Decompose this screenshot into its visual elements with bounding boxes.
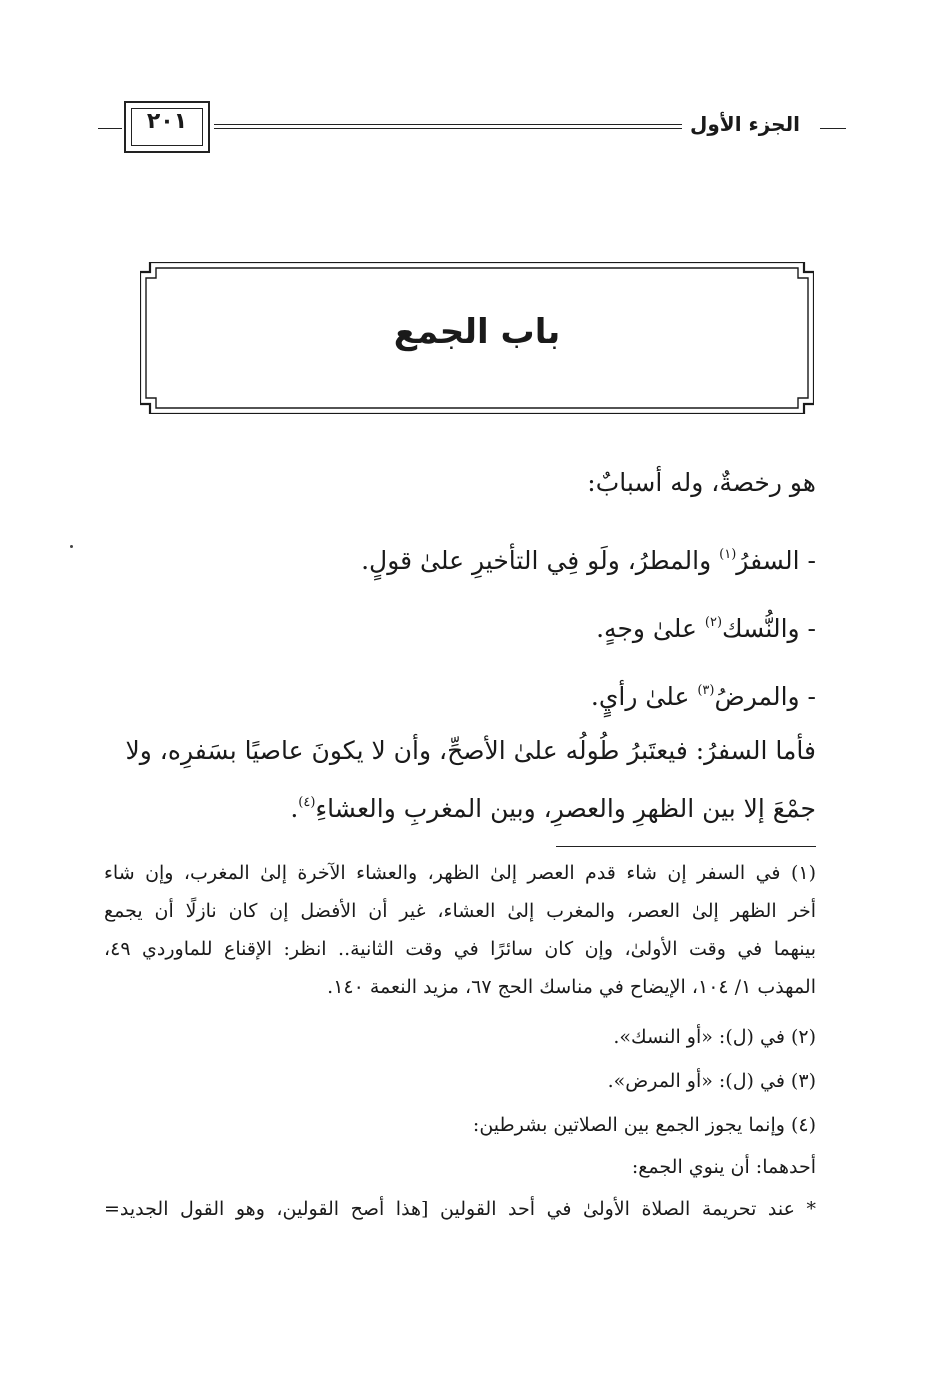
footnote-ref-4: (٤)	[298, 795, 316, 810]
cause-illness-line: - والمرضُ$^{(٣)}$ علىٰ رأيٍ.	[590, 682, 816, 711]
footnote-ref-3: (٣)	[697, 683, 715, 698]
header-line-right	[820, 128, 846, 129]
header-rule	[214, 124, 682, 129]
footnote-separator	[556, 846, 816, 847]
footnote-4-line-2: أحدهما: أن ينوي الجمع:	[631, 1156, 816, 1178]
footnote-4-line-3: * عند تحريمة الصلاة الأولىٰ في أحد القولين [هذا أصح القولين، وهو القول الجديد=	[104, 1198, 816, 1220]
footnote-1-line-3: بينهما في وقت الأولىٰ، وإن كان سائرًا في وقت الثانية.. انظر: الإقناع للماوردي ٤٩،	[104, 938, 816, 960]
footnote-3: (٣) في (ل): «أو المرض».	[607, 1070, 816, 1092]
page-number-box	[124, 101, 210, 153]
chapter-frame	[140, 262, 814, 414]
page-number: ٢٠١	[146, 109, 188, 134]
travel-paragraph-line-1: فأما السفرُ: فيعتَبرُ طُولُه علىٰ الأصحِّ، وأن لا يكونَ عاصيًا بسَفرِه، ولا	[125, 736, 816, 765]
footnote-4-line-1: (٤) وإنما يجوز الجمع بين الصلاتين بشرطين:	[472, 1114, 816, 1136]
travel-paragraph-line-2: جمْعَ إلا بين الظهرِ والعصرِ، وبين المغربِ والعشاءِ$^{(٤)}$.	[290, 794, 816, 823]
footnote-ref-2: (٢)	[704, 615, 723, 630]
cause-rite-line: - والنُّسك$^{(٢)}$ علىٰ وجهٍ.	[596, 614, 816, 643]
footnote-ref-1: (١)	[719, 547, 737, 562]
header-line-left	[98, 128, 122, 129]
intro-line: هو رخصةٌ، وله أسبابٌ:	[587, 468, 816, 497]
footnote-2: (٢) في (ل): «أو النسك».	[613, 1026, 816, 1048]
cause-travel-line: - السفرُ$^{(١)}$ والمطرُ، ولَو فِي التأخيرِ علىٰ قولٍ.	[361, 546, 816, 575]
chapter-title: باب الجمع	[393, 312, 561, 352]
footnote-1-line-4: المهذب ١/ ١٠٤، الإيضاح في مناسك الحج ٦٧، مزيد النعمة ١٤٠.	[327, 976, 816, 998]
footnote-1-line-2: أخر الظهر إلىٰ العصر، والمغرب إلىٰ العشاء، غير أن الأفضل إن كان نازلًا أن يجمع	[104, 900, 816, 922]
part-title: الجزء الأول	[690, 112, 800, 136]
stray-mark	[70, 545, 73, 548]
footnote-1-line-1: (١) في السفر إن شاء قدم العصر إلىٰ الظهر، والعشاء الآخرة إلىٰ المغرب، وإن شاء	[104, 862, 816, 884]
